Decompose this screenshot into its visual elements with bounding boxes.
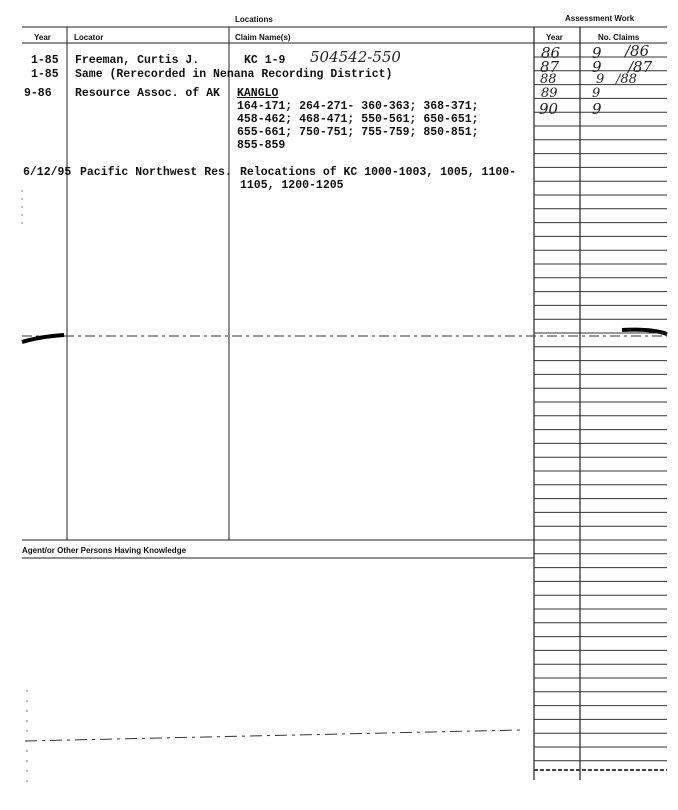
aw-claims: 9 <box>592 58 602 76</box>
entry-1-handwritten-note: 504542-550 <box>310 48 401 66</box>
entry-1-locator: Freeman, Curtis J. <box>75 54 200 67</box>
entry-3-claim-line: 655-661; 750-751; 755-759; 850-851; <box>237 126 479 139</box>
aw-extra: /86 <box>625 42 650 60</box>
aw-extra: /87 <box>628 58 653 76</box>
agent-section-label: Agent/or Other Persons Having Knowledge <box>22 546 187 555</box>
entry-4-year: 6/12/95 <box>23 166 72 179</box>
entry-2-locator: Same (Rerecorded in Nenana Recording District) <box>75 68 393 81</box>
entry-3-claim-line: 164-171; 264-271- 360-363; 368-371; <box>237 100 479 113</box>
aw-year: 87 <box>540 58 560 76</box>
aw-extra: /88 <box>616 72 637 87</box>
aw-year: 86 <box>541 44 561 62</box>
entry-3-claim-line: 855-859 <box>237 139 286 152</box>
aw-claims: 9 <box>592 86 601 101</box>
aw-year: 90 <box>539 100 559 118</box>
entry-1-claim: KC 1-9 <box>244 54 286 67</box>
entry-1-year: 1-85 <box>31 54 59 67</box>
entry-2-year: 1-85 <box>31 68 59 81</box>
entry-3-claim-title: KANGLO <box>237 87 279 100</box>
entry-4-claim-line: Relocations of KC 1000-1003, 1005, 1100- <box>240 166 517 179</box>
entry-4-claim-line: 1105, 1200-1205 <box>240 179 344 192</box>
aw-year: 88 <box>540 72 557 87</box>
entry-3-claim-line: 458-462; 468-471; 550-561; 650-651; <box>237 113 479 126</box>
aw-year: 89 <box>541 86 558 101</box>
year-column-header: Year <box>34 33 51 42</box>
entry-4-locator: Pacific Northwest Res. <box>80 166 232 179</box>
no-claims-column-header: No. Claims <box>598 33 640 42</box>
aw-claims: 9 <box>592 44 602 62</box>
assessment-work-header: Assessment Work <box>565 14 635 23</box>
aw-claims: 9 <box>592 100 602 118</box>
entry-3-locator: Resource Assoc. of AK <box>75 87 220 100</box>
aw-claims: 9 <box>596 72 605 87</box>
locations-header: Locations <box>235 15 273 24</box>
entry-3-year: 9-86 <box>24 87 52 100</box>
locator-column-header: Locator <box>74 33 104 42</box>
claim-names-column-header: Claim Name(s) <box>235 33 291 42</box>
aw-year-column-header: Year <box>546 33 563 42</box>
